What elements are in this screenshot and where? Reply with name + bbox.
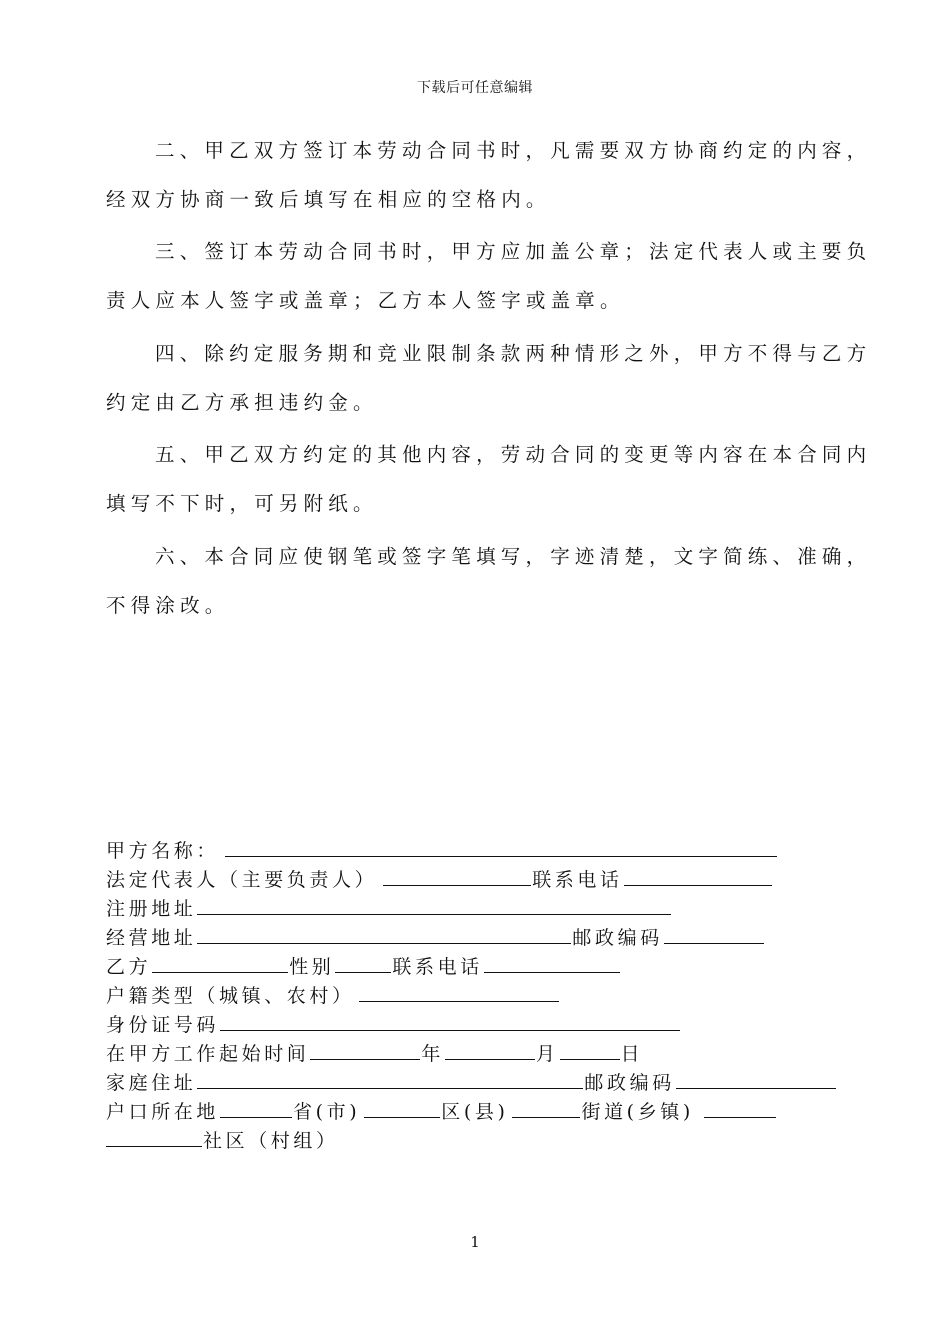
row-start-date: [106, 1039, 866, 1068]
id-number-label: 身份证号码: [106, 1014, 220, 1036]
clause-2: [106, 138, 872, 213]
district-field[interactable]: [364, 1097, 440, 1118]
row-business-address: [106, 923, 866, 952]
hukou-location-label: 户口所在地: [106, 1101, 220, 1123]
legal-rep-label: 法定代表人（主要负责人）: [106, 869, 378, 891]
party-b-phone-field[interactable]: [484, 952, 620, 973]
province-field[interactable]: [220, 1097, 292, 1118]
street-field[interactable]: [512, 1097, 580, 1118]
contract-form: [106, 836, 866, 1155]
province-label: 省(市): [293, 1101, 361, 1123]
street-label: 街道(乡镇): [581, 1101, 694, 1123]
business-address-label: 经营地址: [106, 927, 197, 949]
clause-line: 经双方协商一致后填写在相应的空格内。: [106, 188, 551, 211]
clause-3: [106, 239, 872, 314]
clause-line: 二、甲乙双方签订本劳动合同书时，凡需要双方协商约定的内容，: [155, 139, 872, 162]
clause-6: [106, 544, 872, 619]
start-date-label: 在甲方工作起始时间: [106, 1043, 310, 1065]
row-registered-address: [106, 894, 866, 923]
registered-address-label: 注册地址: [106, 898, 197, 920]
postal-code-label: 邮政编码: [572, 927, 663, 949]
community-label: 社区（村组）: [203, 1130, 339, 1152]
clause-line: 责人应本人签字或盖章；乙方本人签字或盖章。: [106, 289, 625, 312]
row-community: [106, 1126, 866, 1155]
clause-line: 五、甲乙双方约定的其他内容，劳动合同的变更等内容在本合同内: [155, 443, 872, 466]
start-year-field[interactable]: [310, 1039, 420, 1060]
clause-4: [106, 341, 872, 416]
clause-line: 不得涂改。: [106, 594, 230, 617]
id-number-field[interactable]: [220, 1010, 680, 1031]
contact-phone-field[interactable]: [624, 865, 772, 886]
clause-line: 约定由乙方承担违约金。: [106, 391, 378, 414]
page-header: 下载后可任意编辑: [417, 80, 533, 96]
home-postal-code-label: 邮政编码: [584, 1072, 675, 1094]
party-a-name-label: 甲方名称：: [106, 840, 220, 862]
home-postal-code-field[interactable]: [676, 1068, 836, 1089]
row-party-b: [106, 952, 866, 981]
clause-line: 三、签订本劳动合同书时，甲方应加盖公章；法定代表人或主要负: [155, 240, 872, 263]
clause-line: 填写不下时，可另附纸。: [106, 492, 378, 515]
party-b-field[interactable]: [152, 952, 288, 973]
street-extra-field[interactable]: [704, 1097, 776, 1118]
row-home-address: [106, 1068, 866, 1097]
start-month-field[interactable]: [445, 1039, 535, 1060]
home-address-label: 家庭住址: [106, 1072, 197, 1094]
gender-label: 性别: [289, 956, 335, 978]
year-label: 年: [421, 1043, 445, 1065]
month-label: 月: [536, 1043, 559, 1065]
row-id-number: [106, 1010, 866, 1039]
postal-code-field[interactable]: [664, 923, 764, 944]
hukou-type-label: 户籍类型（城镇、农村）: [106, 985, 355, 1007]
day-label: 日: [620, 1043, 644, 1065]
clause-5: [106, 442, 872, 517]
contact-phone-label: 联系电话: [532, 869, 623, 891]
row-hukou-type: [106, 981, 866, 1010]
page-number: 1: [470, 1233, 480, 1251]
hukou-type-field[interactable]: [359, 981, 559, 1002]
business-address-field[interactable]: [197, 923, 571, 944]
district-label: 区(县): [441, 1101, 509, 1123]
party-b-phone-label: 联系电话: [392, 956, 483, 978]
party-b-label: 乙方: [106, 956, 152, 978]
clause-line: 四、除约定服务期和竞业限制条款两种情形之外，甲方不得与乙方: [155, 342, 872, 365]
gender-field[interactable]: [335, 952, 391, 973]
registered-address-field[interactable]: [197, 894, 671, 915]
row-party-a: [106, 836, 866, 865]
row-hukou-location: [106, 1097, 866, 1126]
party-a-name-field[interactable]: [225, 836, 777, 857]
legal-rep-field[interactable]: [383, 865, 531, 886]
home-address-field[interactable]: [197, 1068, 583, 1089]
clause-line: 六、本合同应使钢笔或签字笔填写，字迹清楚，文字简练、准确，: [155, 545, 872, 568]
community-field[interactable]: [106, 1126, 202, 1147]
row-legal-rep: [106, 865, 866, 894]
start-day-field[interactable]: [560, 1039, 620, 1060]
